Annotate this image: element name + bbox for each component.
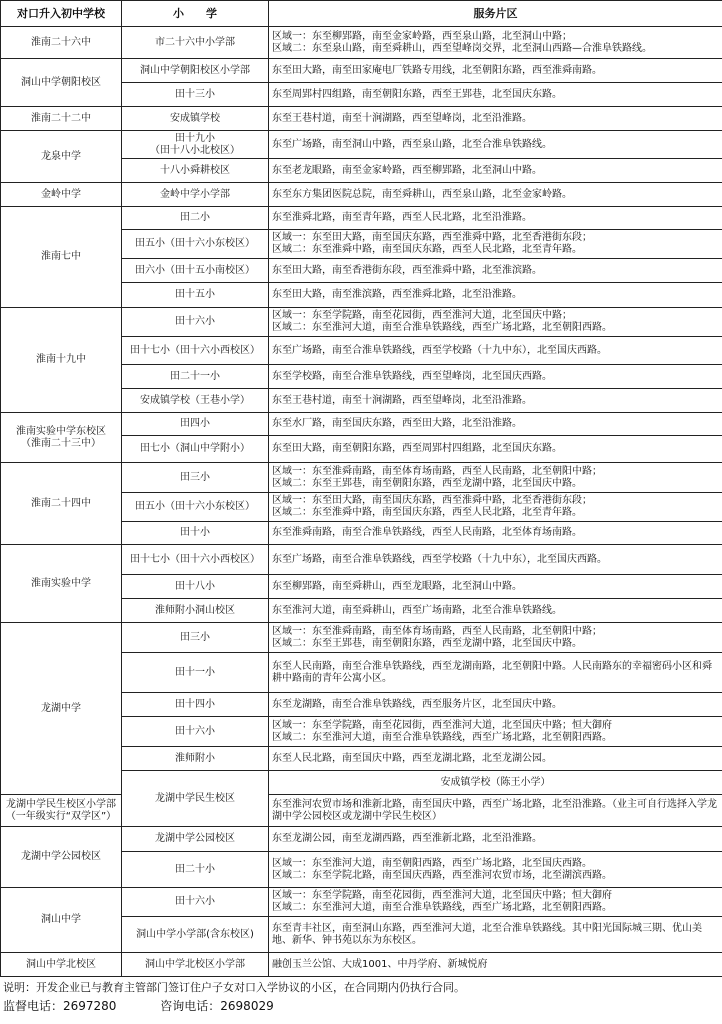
service-area-line: 东至周郢村四组路，南至朝阳东路，西至王郢巷，北至国庆东路。 xyxy=(272,88,562,100)
service-area-line: 区域一：东至学院路，南至花园街，西至淮河大道，北至国庆中路； xyxy=(272,310,572,321)
primary-school-cell: 洞山中学小学部(含东校区) xyxy=(122,917,269,953)
service-area-line: 东至青丰社区，南至洞山东路，西至淮河大道，北至合淮阜铁路线。其中阳光国际城三期、优山美地、新华、钟书苑以东为东校区。 xyxy=(272,922,702,946)
primary-school-cell: 田十七小（田十六小西校区） xyxy=(122,545,269,575)
service-area-cell xyxy=(269,207,722,230)
service-area-line: 东至田大路，南至朝阳东路，西至周郢村四组路，北至国庆东路。 xyxy=(272,443,562,454)
service-area-cell xyxy=(269,59,722,83)
service-area-line: 区域一：东至柳郢路，南至金家岭路，西至泉山路，北至洞山中路； xyxy=(272,30,572,42)
service-area-cell xyxy=(269,953,722,977)
service-area-line: 区域一：东至田大路，南至国庆东路，西至淮舜中路，北至香港街东段； xyxy=(272,232,592,243)
service-area-line: 区域一：东至淮舜南路，南至体育场南路，西至人民南路，北至朝阳中路； xyxy=(272,465,602,477)
service-area-line: 东至广场路，南至合淮阜铁路线，西至学校路（十九中东），北至国庆西路。 xyxy=(272,553,607,565)
primary-school-cell: 淮师附小 xyxy=(122,747,269,771)
service-area-cell xyxy=(269,283,722,308)
middle-school-cell: 洞山中学 xyxy=(1,888,122,953)
table-row xyxy=(1,207,722,230)
service-area-line: 区域一：东至学院路，南至花园街，西至淮河大道，北至国庆中路；恒大御府 xyxy=(272,719,612,731)
service-area-cell xyxy=(269,795,722,827)
service-area-cell xyxy=(269,337,722,365)
service-area-cell xyxy=(269,852,722,888)
service-area-line: 区域一：东至淮河大道，南至朝阳西路，西至广场北路，北至国庆西路。 xyxy=(272,857,592,869)
primary-school-cell: 田三小 xyxy=(122,463,269,493)
primary-school-cell: 田二十小 xyxy=(122,852,269,888)
service-area-line: 东至人民北路，南至国庆中路，西至龙湖北路，北至龙湖公园。 xyxy=(272,752,552,764)
service-area-line: 区域二：东至王郢巷，南至朝阳东路，西至龙湖中路，北至国庆中路。 xyxy=(272,477,582,489)
primary-school-cell: 田十九小 （田十八小北校区） xyxy=(122,131,269,159)
service-area-cell xyxy=(269,747,722,771)
service-area-line: 区域二：东至淮河大道，南至合淮阜铁路线，西至广场北路，北至朝阳西路。 xyxy=(272,731,612,743)
middle-school-cell: 龙湖中学 xyxy=(1,623,122,795)
table-row xyxy=(1,795,722,827)
middle-school-cell: 洞山中学朝阳校区 xyxy=(1,59,122,107)
service-area-line: 区域二：东至学院北路，南至国庆西路，西至淮河农贸市场，北至湖滨西路。 xyxy=(272,869,612,881)
service-area-line: 东至田大路，南至淮滨路，西至淮舜北路，北至沿淮路。 xyxy=(272,289,522,300)
consult-phone: 咨询电话：2698029 xyxy=(160,999,274,1013)
service-area-line: 东至淮河大道，南至舜耕山，西至广场南路，北至合淮阜铁路线。 xyxy=(272,604,562,616)
primary-school-cell: 市二十六中小学部 xyxy=(122,27,269,59)
primary-school-cell: 田十三小 xyxy=(122,83,269,107)
primary-school-cell: 龙湖中学民生校区小学部 （一年级实行“双学区”） xyxy=(1,795,122,827)
middle-school-cell: 淮南实验中学东校区 （淮南二十三中） xyxy=(1,413,122,463)
service-area-line: 东至田大路，南至香港街东段，西至淮舜中路，北至淮滨路。 xyxy=(272,264,542,276)
header-middle-school: 对口升入初中学校 xyxy=(1,1,122,27)
primary-school-cell: 田五小（田十六小东校区） xyxy=(122,230,269,259)
table-row xyxy=(1,413,722,436)
middle-school-cell: 淮南七中 xyxy=(1,207,122,308)
middle-school-cell: 金岭中学 xyxy=(1,183,122,207)
table-row xyxy=(1,545,722,575)
middle-school-cell: 淮南二十二中 xyxy=(1,107,122,131)
service-area-line: 东至人民南路，南至合淮阜铁路线，西至龙湖南路，北至朝阳中路。人民南路东的幸福密码小区和舜耕中路南的青年公寓小区。 xyxy=(272,660,712,684)
service-area-line: 东至淮舜北路，南至青年路，西至人民北路，北至沿淮路。 xyxy=(272,212,532,223)
middle-school-cell: 淮南二十六中 xyxy=(1,27,122,59)
middle-school-cell: 淮南二十四中 xyxy=(1,463,122,545)
service-area-cell xyxy=(269,183,722,207)
service-area-cell xyxy=(269,230,722,259)
header-row xyxy=(1,1,722,27)
service-area-line: 东至龙湖路，南至合淮阜铁路线，西至服务片区，北至国庆中路。 xyxy=(272,698,562,710)
service-area-cell xyxy=(269,107,722,131)
service-area-cell xyxy=(269,827,722,852)
primary-school-cell: 田十六小 xyxy=(122,888,269,917)
primary-school-cell: 安成镇学校 xyxy=(122,107,269,131)
primary-school-cell: 田十一小 xyxy=(122,653,269,693)
table-row xyxy=(1,888,722,917)
primary-school-cell: 洞山中学北校区小学部 xyxy=(122,953,269,977)
service-area-line: 区域二：东至淮舜中路，南至国庆东路，西至人民北路，北至青年路。 xyxy=(272,244,582,255)
service-area-line: 东至东方集团医院总院，南至舜耕山，西至泉山路，北至金家岭路。 xyxy=(272,188,572,200)
table-row xyxy=(1,308,722,337)
primary-school-cell: 田十七小（田十六小西校区） xyxy=(122,337,269,365)
primary-school-cell: 田二十一小 xyxy=(122,365,269,389)
primary-school-cell: 田二小 xyxy=(122,207,269,230)
service-area-line: 区域二：东至淮河大道，南至合淮阜铁路线，西至广场北路，北至朝阳西路。 xyxy=(272,322,612,333)
service-area-line: 区域二：东至淮舜中路，南至国庆东路，西至人民北路，北至青年路。 xyxy=(272,507,582,518)
table-row xyxy=(1,463,722,493)
service-area-line: 东至学校路，南至合淮阜铁路线，西至望峰岗，北至国庆西路。 xyxy=(272,370,552,382)
service-area-cell xyxy=(269,917,722,953)
footer xyxy=(0,977,722,1013)
service-area-cell xyxy=(269,27,722,59)
middle-school-cell: 龙泉中学 xyxy=(1,131,122,183)
service-area-line: 区域二：东至泉山路，南至舜耕山，西至望峰岗交界，北至洞山西路—合淮阜铁路线。 xyxy=(272,42,652,54)
primary-school-cell: 田三小 xyxy=(122,623,269,653)
primary-school-cell: 田十五小 xyxy=(122,283,269,308)
service-area-line: 东至淮舜南路，南至合淮阜铁路线，西至人民南路，北至体育场南路。 xyxy=(272,527,582,538)
primary-school-cell: 十八小舜耕校区 xyxy=(122,159,269,183)
primary-school-cell: 田七小（洞山中学附小） xyxy=(122,436,269,463)
service-area-cell xyxy=(269,888,722,917)
primary-school-cell: 田十小 xyxy=(122,522,269,545)
service-area-line: 区域一：东至淮舜南路，南至体育场南路，西至人民南路，北至朝阳中路； xyxy=(272,625,602,637)
primary-school-cell: 田十八小 xyxy=(122,575,269,599)
service-area-cell xyxy=(269,436,722,463)
service-area-line: 东至水厂路，南至国庆东路，西至田大路，北至沿淮路。 xyxy=(272,418,522,429)
service-area-line: 东至龙湖公园，南至龙湖西路，西至淮新北路，北至沿淮路。 xyxy=(272,833,542,844)
service-area-cell xyxy=(269,413,722,436)
table-row xyxy=(1,131,722,159)
service-area-cell xyxy=(269,545,722,575)
service-area-line: 区域二：东至王郢巷，南至朝阳东路，西至龙湖中路，北至国庆中路。 xyxy=(272,637,582,649)
table-row xyxy=(1,107,722,131)
primary-school-cell: 洞山中学朝阳校区小学部 xyxy=(122,59,269,83)
table-row xyxy=(1,59,722,83)
service-area-cell xyxy=(269,599,722,623)
primary-school-cell: 田十六小 xyxy=(122,717,269,747)
service-area-cell xyxy=(269,623,722,653)
primary-school-cell: 金岭中学小学部 xyxy=(122,183,269,207)
primary-school-cell: 田十四小 xyxy=(122,693,269,717)
table-row xyxy=(1,27,722,59)
middle-school-cell: 淮南十九中 xyxy=(1,308,122,413)
primary-school-cell: 田六小（田十五小南校区） xyxy=(122,259,269,283)
service-area-cell xyxy=(269,653,722,693)
primary-school-cell: 田四小 xyxy=(122,413,269,436)
middle-school-cell: 洞山中学北校区 xyxy=(1,953,122,977)
service-area-cell xyxy=(269,259,722,283)
service-area-cell xyxy=(269,717,722,747)
service-area-line: 东至老龙眼路，南至金家岭路，西至柳郢路，北至洞山中路。 xyxy=(272,164,542,176)
service-area-line: 融创玉兰公馆、大成1001、中丹学府、新城悦府 xyxy=(272,958,488,970)
middle-school-cell: 淮南实验中学 xyxy=(1,545,122,623)
middle-school-cell: 龙湖中学民生校区 xyxy=(122,771,269,827)
table-row xyxy=(1,953,722,977)
service-area-cell xyxy=(269,522,722,545)
primary-school-cell: 安成镇学校（陈王小学） xyxy=(269,771,722,795)
primary-school-cell: 龙湖中学公园校区 xyxy=(122,827,269,852)
service-area-line: 东至田大路，南至田家庵电厂铁路专用线，北至朝阳东路，西至淮舜南路。 xyxy=(272,64,602,76)
service-area-cell xyxy=(269,693,722,717)
primary-school-cell: 田五小（田十六小东校区） xyxy=(122,493,269,522)
service-area-line: 东至柳郢路，南至舜耕山，西至龙眼路，北至洞山中路。 xyxy=(272,580,522,592)
service-area-line: 区域二：东至淮河大道，南至合淮阜铁路线，西至广场北路，北至朝阳西路。 xyxy=(272,902,612,913)
primary-school-cell: 淮师附小洞山校区 xyxy=(122,599,269,623)
primary-school-cell: 安成镇学校（王巷小学） xyxy=(122,389,269,413)
table-row xyxy=(1,623,722,653)
table-row xyxy=(1,827,722,852)
service-area-cell xyxy=(269,575,722,599)
service-area-cell xyxy=(269,365,722,389)
service-area-line: 区域一：东至学院路，南至花园街，西至淮河大道，北至国庆中路；恒大御府 xyxy=(272,890,612,901)
middle-school-cell: 龙湖中学公园校区 xyxy=(1,827,122,888)
service-area-line: 东至广场路，南至洞山中路，西至泉山路，北至合淮阜铁路线。 xyxy=(272,138,552,150)
note-text: 说明：开发企业已与教育主管部门签订住户子女对口入学协议的小区，在合同期内仍执行合同。 xyxy=(3,981,465,994)
service-area-line: 东至王巷村道，南至十涧湖路，西至望峰岗，北至沿淮路。 xyxy=(272,112,532,124)
header-service-area: 服务片区 xyxy=(269,1,722,27)
service-area-line: 区域一：东至田大路，南至国庆东路，西至淮舜中路，北至香港街东段； xyxy=(272,495,592,506)
primary-school-cell: 田十六小 xyxy=(122,308,269,337)
service-area-line: 东至广场路，南至合淮阜铁路线，西至学校路（十九中东），北至国庆西路。 xyxy=(272,344,607,356)
service-area-cell xyxy=(269,159,722,183)
service-area-cell xyxy=(269,493,722,522)
service-area-cell xyxy=(269,83,722,107)
service-area-cell xyxy=(269,389,722,413)
service-area-cell xyxy=(269,308,722,337)
service-area-line: 东至淮河农贸市场和淮新北路，南至国庆中路，西至广场北路，北至沿淮路。（业主可自行选择入学龙湖中学公园校区或龙湖中学民生校区） xyxy=(272,798,717,822)
table-row xyxy=(1,183,722,207)
supervise-phone: 监督电话：2697280 xyxy=(3,999,117,1013)
service-area-cell xyxy=(269,131,722,159)
service-area-line: 东至王巷村道，南至十涧湖路，西至望峰岗，北至沿淮路。 xyxy=(272,394,532,406)
service-area-cell xyxy=(269,463,722,493)
header-primary-school: 小 学 xyxy=(122,1,269,27)
